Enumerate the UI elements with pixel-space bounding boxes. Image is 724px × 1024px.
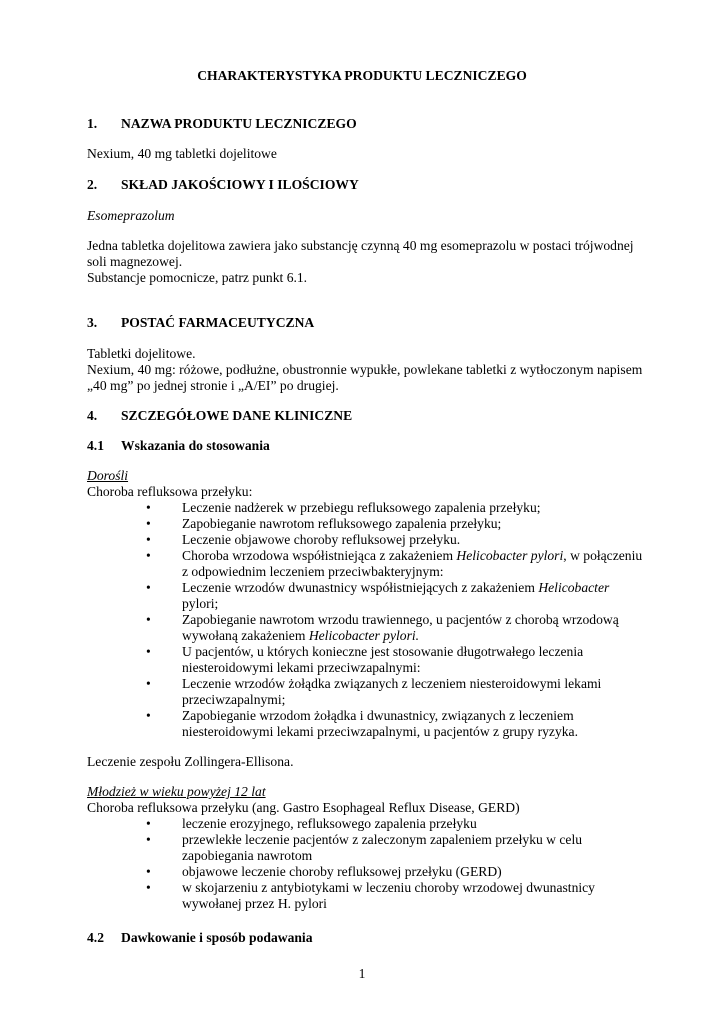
bullet-icon: • [146,644,151,659]
form-line-1: Tabletki dojelitowe. [87,346,196,361]
list-item-text: Leczenie wrzodów żołądka związanych z leczeniem niesteroidowymi lekami [182,676,602,691]
form-line-2: Nexium, 40 mg: różowe, podłużne, obustronnie wypukłe, powlekane tabletki z wytłoczonym napisem [87,362,643,377]
list-item-line [182,676,601,692]
section-4-1-title: Wskazania do stosowania [121,438,270,453]
list-item-line [182,832,582,848]
bullet-icon: • [146,580,151,595]
composition-line-1: Jedna tabletka dojelitowa zawiera jako substancję czynną 40 mg esomeprazolu w postaci trójwodnej [87,238,634,253]
form-line-3: „40 mg” po jednej stronie i „A/EI” po drugiej. [87,378,339,393]
section-4-1-number: 4.1 [87,438,104,453]
list-item-line [182,596,218,612]
list-item-text: U pacjentów, u których konieczne jest stosowanie długotrwałego leczenia [182,644,584,659]
list-item-line [182,500,541,516]
bullet-icon: • [146,676,151,691]
list-item-text: przewlekłe leczenie pacjentów z zaleczonym zapaleniem przełyku w celu [182,832,583,847]
adults-intro: Choroba refluksowa przełyku: [87,484,253,499]
bullet-icon: • [146,832,151,847]
adults-heading: Dorośli [87,468,129,483]
bullet-icon: • [146,880,151,895]
list-item-text: Zapobieganie nawrotom wrzodu trawiennego, u pacjentów z chorobą wrzodową [182,612,619,627]
bullet-icon: • [146,708,151,723]
bullet-icon: • [146,532,151,547]
section-2-title: SKŁAD JAKOŚCIOWY I ILOŚCIOWY [121,177,359,192]
section-3-number: 3. [87,315,98,330]
list-item-line [182,644,583,660]
list-item-text: Helicobacter [538,580,610,595]
list-item-text: Leczenie wrzodów dwunastnicy współistniejących z zakażeniem [182,580,539,595]
composition-line-2: soli magnezowej. [87,254,183,269]
list-item-text: wywołaną zakażeniem [182,628,309,643]
youth-intro: Choroba refluksowa przełyku (ang. Gastro Esophageal Reflux Disease, GERD) [87,800,520,815]
section-3-title: POSTAĆ FARMACEUTYCZNA [121,315,315,330]
list-item-text: zapobiegania nawrotom [182,848,313,863]
list-item-text: , w połączeniu [563,548,643,563]
list-item-text: wywołanej przez H. pylori [182,896,327,911]
list-item-line [182,580,609,596]
list-item-line [182,692,285,708]
list-item-line [182,848,312,864]
list-item-line [182,628,419,644]
list-item-line [182,612,619,628]
section-4-2-title: Dawkowanie i sposób podawania [121,930,313,945]
list-item-line [182,516,501,532]
list-item-line [182,880,595,896]
list-item-text: przeciwzapalnymi; [182,692,286,707]
list-item-line [182,896,327,912]
active-substance-name: Esomeprazolum [87,208,175,223]
list-item-line [182,724,578,740]
list-item-text: Choroba wrzodowa współistniejąca z zakażeniem [182,548,457,563]
bullet-icon: • [146,864,151,879]
bullet-icon: • [146,516,151,531]
youth-heading: Młodzież w wieku powyżej 12 lat [87,784,266,799]
list-item-line [182,864,502,880]
list-item-text: niesteroidowymi lekami przeciwzapalnymi: [182,660,421,675]
bullet-icon: • [146,500,151,515]
list-item-text: Leczenie objawowe choroby refluksowej przełyku. [182,532,461,547]
section-2-number: 2. [87,177,98,192]
list-item-text: Helicobacter pylori [456,548,564,563]
list-item-line [182,816,477,832]
section-1-title: NAZWA PRODUKTU LECZNICZEGO [121,116,357,131]
list-item-text: pylori; [182,596,219,611]
section-4-number: 4. [87,408,98,423]
list-item-text: w skojarzeniu z antybiotykami w leczeniu choroby wrzodowej dwunastnicy [182,880,595,895]
section-4-2-number: 4.2 [87,930,104,945]
section-1-number: 1. [87,116,98,131]
product-name: Nexium, 40 mg tabletki dojelitowe [87,146,277,161]
document-title: CHARAKTERYSTYKA PRODUKTU LECZNICZEGO [197,68,527,83]
list-item-line [182,532,460,548]
excipients-line: Substancje pomocnicze, patrz punkt 6.1. [87,270,308,285]
list-item-text: Zapobieganie wrzodom żołądka i dwunastnicy, związanych z leczeniem [182,708,574,723]
list-item-line [182,660,421,676]
list-item-line [182,564,444,580]
list-item-text: niesteroidowymi lekami przeciwzapalnymi, u pacjentów z grupy ryzyka. [182,724,578,739]
bullet-icon: • [146,816,151,831]
list-item-text: Helicobacter pylori. [308,628,420,643]
bullet-icon: • [146,548,151,563]
list-item-text: z odpowiednim leczeniem przeciwbakteryjnym: [182,564,444,579]
list-item-line [182,708,574,724]
page-number: 1 [358,966,366,981]
list-item-text: Zapobieganie nawrotom refluksowego zapalenia przełyku; [182,516,502,531]
list-item-line [182,548,642,564]
list-item-text: leczenie erozyjnego, refluksowego zapalenia przełyku [182,816,477,831]
list-item-text: objawowe leczenie choroby refluksowej przełyku (GERD) [182,864,502,879]
bullet-icon: • [146,612,151,627]
section-4-title: SZCZEGÓŁOWE DANE KLINICZNE [121,408,353,423]
zollinger-line: Leczenie zespołu Zollingera-Ellisona. [87,754,294,769]
list-item-text: Leczenie nadżerek w przebiegu refluksowego zapalenia przełyku; [182,500,541,515]
